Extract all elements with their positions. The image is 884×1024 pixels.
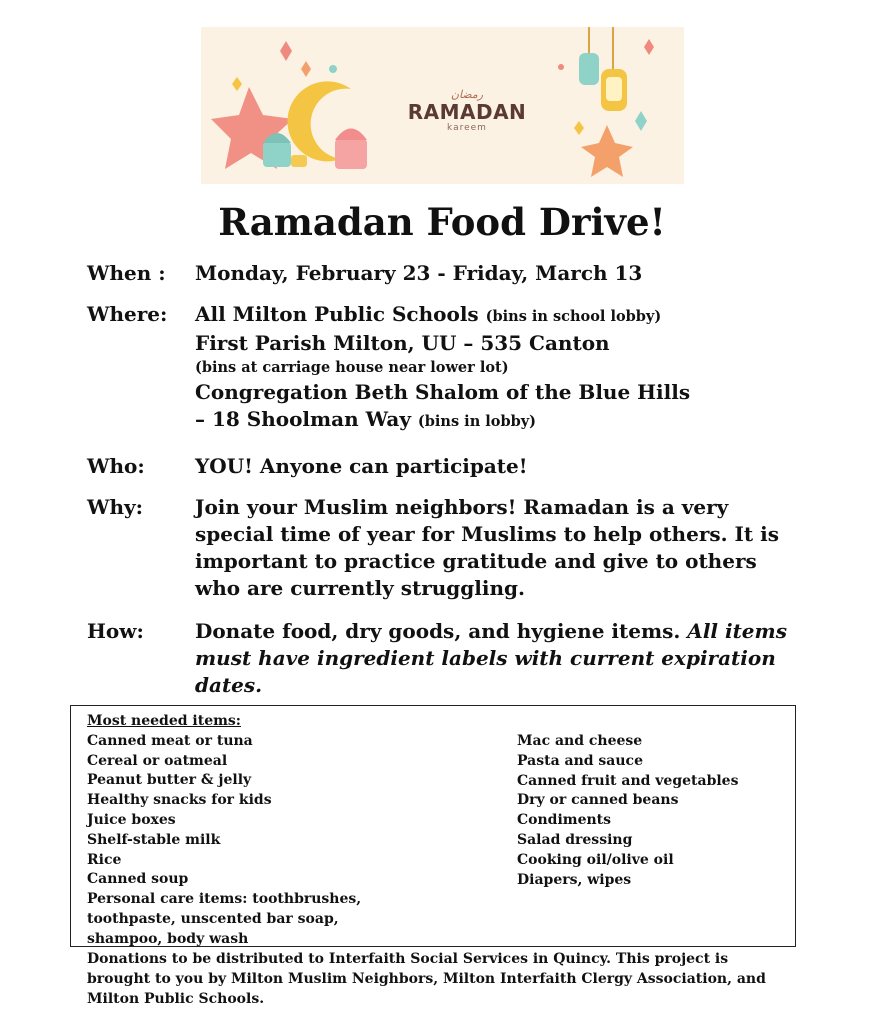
list-item: Shelf-stable milk (87, 831, 221, 848)
list-item: Salad dressing (517, 831, 633, 848)
list-item: Cereal or oatmeal (87, 752, 228, 769)
needed-items-left-column (87, 712, 417, 950)
hanging-lantern-icon (579, 53, 599, 85)
needed-items-box (70, 705, 796, 947)
needed-items-heading: Most needed items: (87, 713, 241, 729)
lantern-pink-icon (335, 139, 367, 169)
list-item: Pasta and sauce (517, 752, 643, 769)
where-line-1: All Milton Public Schools (bins in school lobby) (195, 302, 662, 326)
when-value: Monday, February 23 - Friday, March 13 (195, 261, 643, 285)
where-line-5: – 18 Shoolman Way (bins in lobby) (195, 407, 537, 431)
list-item: Condiments (517, 812, 612, 829)
how-label: How: (87, 619, 144, 643)
where-line-3: (bins at carriage house near lower lot) (195, 359, 509, 376)
how-value: Donate food, dry goods, and hygiene items. All items must have ingredient labels with current expiration dates. (195, 619, 787, 697)
list-item: Mac and cheese (517, 733, 643, 749)
list-item: Cooking oil/olive oil (517, 851, 674, 868)
footer-note: Donations to be distributed to Interfaith Social Services in Quincy. This project is brought to you by Milton Muslim Neighbors, Milton Interfaith Clergy Association, and Milton Public Schools. (87, 951, 766, 1007)
page-title: Ramadan Food Drive! (218, 200, 666, 244)
where-value (195, 301, 795, 435)
list-item: shampoo, body wash (87, 930, 249, 947)
why-label: Why: (87, 495, 144, 519)
banner-subtitle: kareem (447, 123, 487, 133)
list-item: Canned soup (87, 871, 189, 888)
ramadan-banner (201, 27, 684, 184)
list-item: toothpaste, unscented bar soap, (87, 910, 339, 927)
banner-title: RAMADAN (407, 100, 527, 124)
list-item: Juice boxes (87, 811, 176, 828)
list-item: Diapers, wipes (517, 871, 632, 888)
lantern-teal-icon (263, 142, 291, 167)
list-item: Healthy snacks for kids (87, 792, 272, 809)
list-item: Dry or canned beans (517, 792, 679, 809)
who-value: YOU! Anyone can participate! (195, 454, 528, 478)
list-item: Personal care items: toothbrushes, (87, 891, 362, 908)
list-item: Canned meat or tuna (87, 732, 253, 749)
when-label: When : (87, 261, 166, 285)
list-item: Peanut butter & jelly (87, 772, 252, 789)
list-item: Rice (87, 851, 122, 868)
list-item: Canned fruit and vegetables (517, 772, 739, 789)
where-label: Where: (87, 302, 168, 326)
why-value: Join your Muslim neighbors! Ramadan is a very special time of year for Muslims to help others. It is important to practice gratitude and give to others who are currently struggling. (195, 495, 779, 600)
where-line-4: Congregation Beth Shalom of the Blue Hills (195, 380, 691, 404)
needed-items-right-column (517, 732, 797, 890)
banner-logo (407, 89, 527, 133)
star-icon (581, 125, 633, 177)
diamond-icon (280, 41, 292, 61)
where-line-2: First Parish Milton, UU – 535 Canton (195, 331, 610, 355)
banner-script-text: ﺭﻣﻀﺎﻥ (450, 88, 484, 101)
who-label: Who: (87, 454, 145, 478)
